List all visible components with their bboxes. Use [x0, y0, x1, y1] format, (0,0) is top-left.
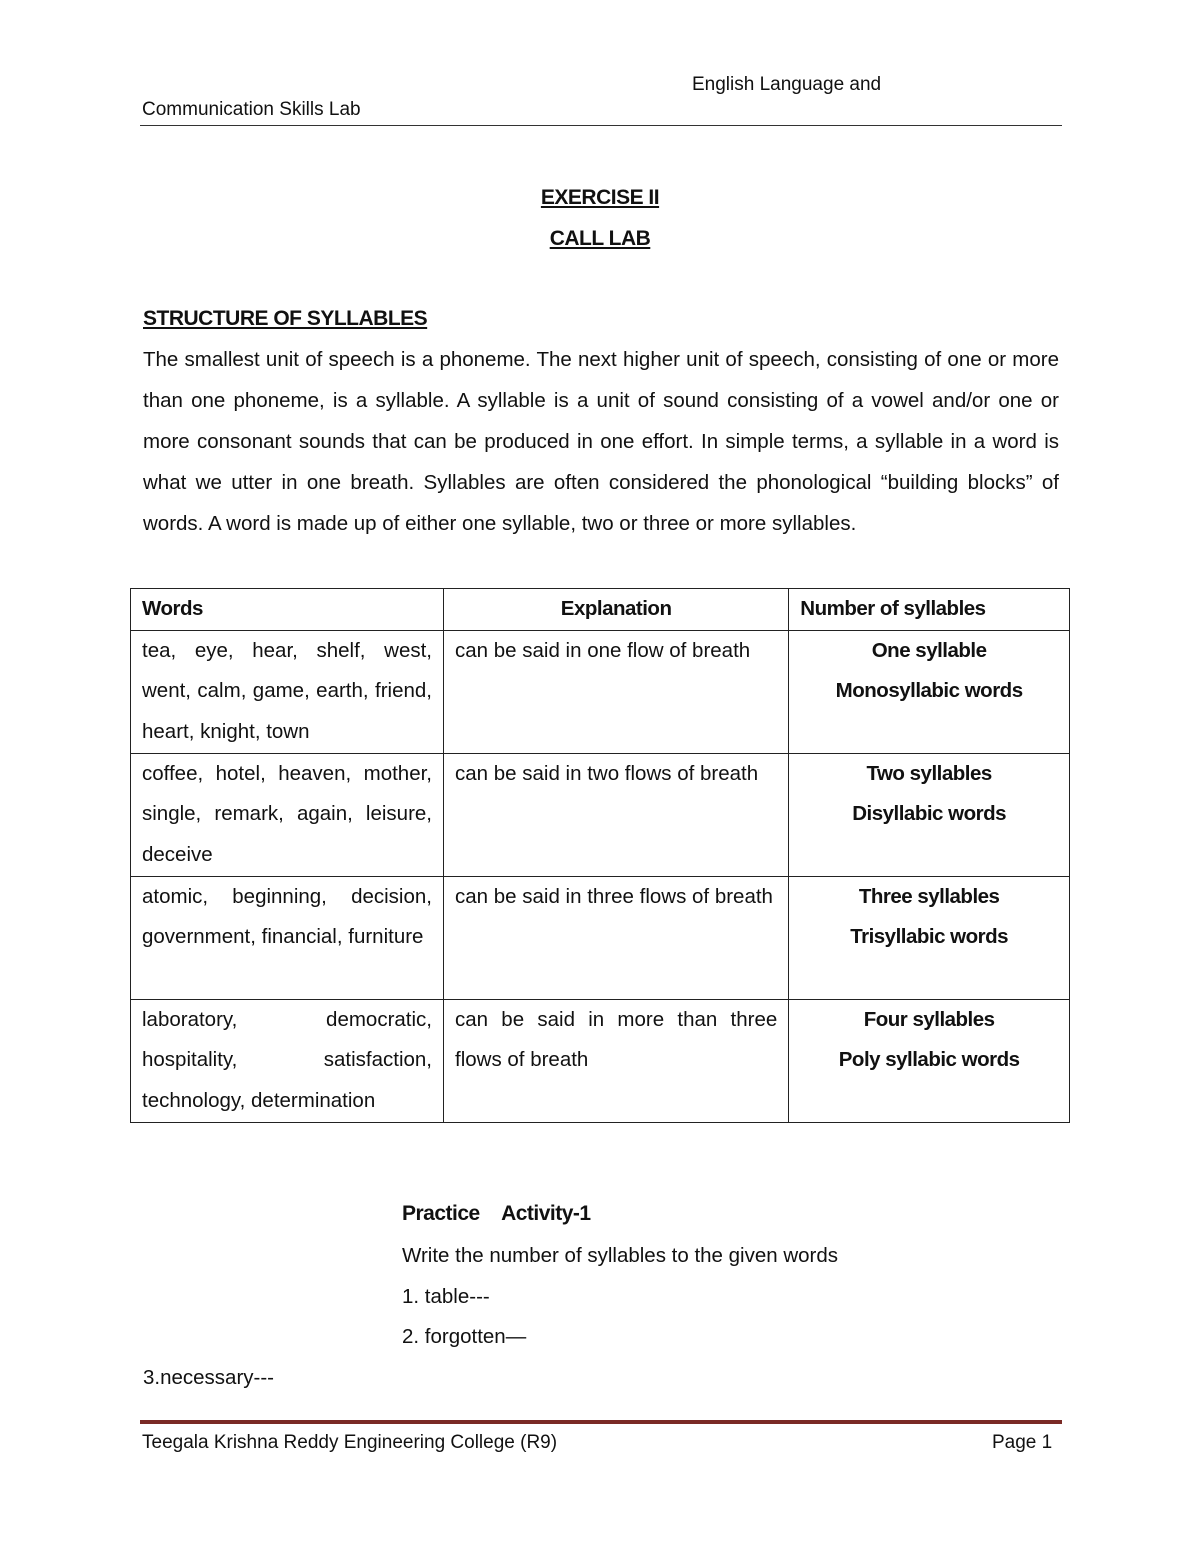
- section-heading: STRUCTURE OF SYLLABLES: [143, 307, 428, 330]
- words-cell: atomic, beginning, decision, government, financial, furniture: [131, 876, 444, 999]
- syllable-count: One syllable: [871, 638, 987, 662]
- words-cell: coffee, hotel, heaven, mother, single, remark, again, leisure, deceive: [131, 753, 444, 876]
- words-cell: tea, eye, hear, shelf, west, went, calm, game, earth, friend, heart, knight, town: [131, 630, 444, 753]
- column-header-words: Words: [131, 589, 444, 631]
- syllable-type: Poly syllabic words: [838, 1048, 1020, 1071]
- page-number: Page 1: [992, 1432, 1053, 1453]
- syllable-type: Monosyllabic words: [835, 679, 1023, 702]
- column-header-explanation: Explanation: [444, 589, 789, 631]
- syllable-table: [130, 588, 1070, 1123]
- table-row: [131, 630, 1070, 753]
- syllable-category-cell: [789, 630, 1070, 753]
- syllable-category-cell: [789, 876, 1070, 999]
- table-row: [131, 999, 1070, 1122]
- lab-title: CALL LAB: [549, 227, 651, 250]
- syllable-count: Four syllables: [863, 1007, 995, 1031]
- syllable-count: Three syllables: [858, 884, 1000, 908]
- explanation-cell: can be said in two flows of breath: [444, 753, 789, 876]
- practice-title-activity: Activity-1: [501, 1202, 591, 1225]
- intro-paragraph: The smallest unit of speech is a phoneme. The next higher unit of speech, consisting of one or more than one phoneme, is a syllable. A syllable is a unit of sound consisting of a vowel and/or one or more consonant sounds that can be produced in one effort. In simple terms, a syllable in a word is what we utter in one breath. Syllables are often considered the phonological “building blocks” of words. A word is made up of either one syllable, two or three or more syllables.: [143, 348, 1059, 535]
- syllable-category-cell: [789, 999, 1070, 1122]
- explanation-cell: can be said in three flows of breath: [444, 876, 789, 999]
- syllable-count: Two syllables: [866, 761, 992, 785]
- table-row: [131, 753, 1070, 876]
- syllable-category-cell: [789, 753, 1070, 876]
- practice-item: 1. table---: [402, 1285, 490, 1308]
- footer-college: Teegala Krishna Reddy Engineering College (R9): [142, 1432, 558, 1453]
- exercise-title: EXERCISE II: [540, 186, 660, 209]
- header-divider: [140, 125, 1062, 126]
- column-header-number: Number of syllables: [789, 589, 1070, 631]
- practice-item: 3.necessary---: [143, 1366, 275, 1389]
- footer-divider: [140, 1420, 1062, 1424]
- practice-title: [402, 1202, 591, 1226]
- table-header-row: [131, 589, 1070, 631]
- words-cell: laboratory, democratic, hospitality, satisfaction, technology, determination: [131, 999, 444, 1122]
- explanation-cell: can be said in more than three flows of breath: [444, 999, 789, 1122]
- practice-instruction: Write the number of syllables to the given words: [402, 1244, 839, 1267]
- syllable-type: Disyllabic words: [852, 802, 1007, 825]
- table-row: [131, 876, 1070, 999]
- practice-item: 2. forgotten—: [402, 1325, 527, 1348]
- header-title-line1: English Language and: [692, 74, 882, 95]
- header-title-line2: Communication Skills Lab: [142, 99, 361, 120]
- practice-title-word: Practice: [402, 1202, 480, 1225]
- explanation-cell: can be said in one flow of breath: [444, 630, 789, 753]
- syllable-type: Trisyllabic words: [850, 925, 1009, 948]
